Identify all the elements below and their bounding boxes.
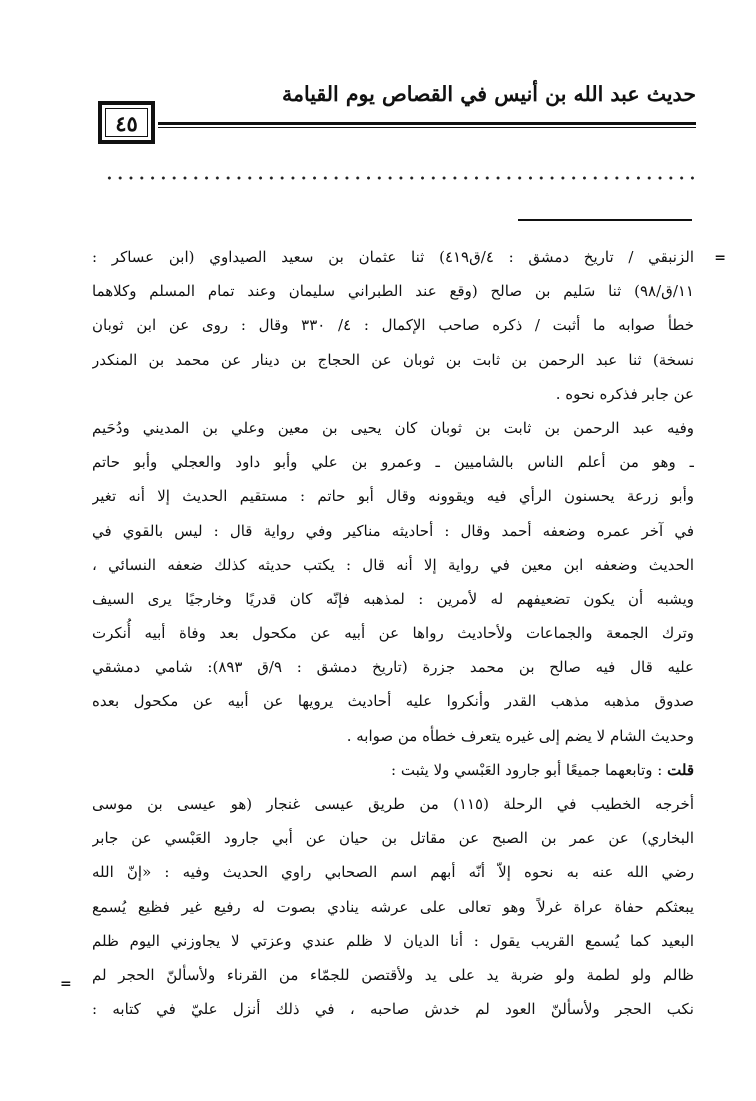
text-line: البعيد كما يُسمع القريب يقول : أنا الديان لا ظلم عندي وعزتي لا يجاوزني اليوم ظلم [92,931,694,950]
text-line: أخرجه الخطيب في الرحلة (١١٥) من طريق عيسى غنجار (هو عيسى بن موسى [92,795,694,813]
running-head-title: حديث عبد الله بن أنيس في القصاص يوم القيامة [281,82,696,106]
continuation-mark-top: = [714,250,726,266]
text-line: ١١/ق/٩٨) ثنا سَليم بن صالح (وقع عند الطبراني سليمان وعند تمام المسلم وكلاهما [92,282,694,301]
text-line: ظالم ولو لطمة ولو ضربة يد على يد ولأقتصن للجمّاء من القرناء ولأسألنّ الحجر لم [92,965,694,984]
text-line: ويشبه أن يكون تضعيفهم له لأمرين : لمذهبه فإنّه كان قدريًا وخارجيًا يرى السيف [92,589,694,608]
text-line: رضي الله عنه به نحوه إلاّ أنّه أبهم اسم الصحابي راوي الحديث وفيه : «إنّ الله [92,863,694,882]
text-line: وفيه عبد الرحمن بن ثابت بن ثوبان كان يحيى بن معين وعلي بن المديني ودُحَيم [92,418,694,437]
header-rule-thick [158,122,696,125]
page-number-box [98,101,155,144]
footnote-text [92,240,694,1026]
text-line: في آخر عمره وضعفه أحمد وقال : أحاديثه مناكير وفي رواية قال : ليس بالقوي في [92,521,694,540]
text-line: وترك الجمعة والجماعات ولأحاديث رواها عن أبيه عن مكحول بعد وفاة أبيه أُنكرت [92,624,694,643]
text-line: البخاري) عن عمر بن الصبح عن مقاتل بن حيان عن أبي جارود العَبْسي عن جابر [92,829,694,848]
header-rule-thin [158,127,696,128]
qult-line [92,753,694,787]
text-line: صدوق مذهبه مذهب القدر وأنكروا عليه أحاديث يرويها عن أبيه عن مكحول بعده [92,692,694,711]
continuation-mark-bottom: = [60,976,72,992]
page-number: ٤٥ [115,111,138,136]
text-line: ـ وهو من أعلم الناس بالشاميين ـ وعمرو بن علي وأبو داود والعجلي وأبو حاتم [92,453,694,472]
text-line: الحديث وضعفه ابن معين في رواية إلا أنه قال : يكتب حديثه كذلك ضعفه النسائي ، [92,555,694,574]
text-line: يبعثكم حفاة عراة غرلاً وهو تعالى على عرشه ينادي بصوت له رفيع غير فظيع يُسمع [92,897,694,916]
text-line: وحديث الشام لا يضم إلى غيره يتعرف خطأه من صوابه . [346,726,694,745]
text-line: نكب الحجر ولأسألنّ العود لم خدش صاحبه ، في ذلك أنزل عليّ في كتابه : [92,1000,694,1019]
text-line: نسخة) ثنا عبد الرحمن بن ثابت بن ثوبان عن الحجاج بن دينار عن محمد بن المنكدر [92,350,694,369]
text-line: عن جابر فذكره نحوه . [555,384,694,403]
text-line: الزنبقي / تاريخ دمشق : ٤/ق٤١٩) ثنا عثمان بن سعيد الصيداوي (ابن عساكر : [92,248,694,266]
qult-label: قلت [667,760,694,779]
header-double-rule [158,122,696,130]
text-line: وأبو زرعة يحسنون الرأي فيه ويقوونه وقال أبو حاتم : مستقيم الحديث إلا أنه تغير [92,487,694,506]
qult-text: : وتابعهما جميعًا أبو جارود العَبْسي ولا يثبت : [391,760,668,779]
footnote-rule [518,219,692,221]
text-line: عليه قال فيه صالح بن محمد جزرة (تاريخ دمشق : ٩/ق ٨٩٣): شامي دمشقي [92,658,694,677]
text-line: خطأ صوابه ما أثبت / ذكره صاحب الإكمال : ٤/ ٣٣٠ وقال : روى عن ابن ثوبان [92,316,694,335]
dotted-separator [104,172,694,184]
